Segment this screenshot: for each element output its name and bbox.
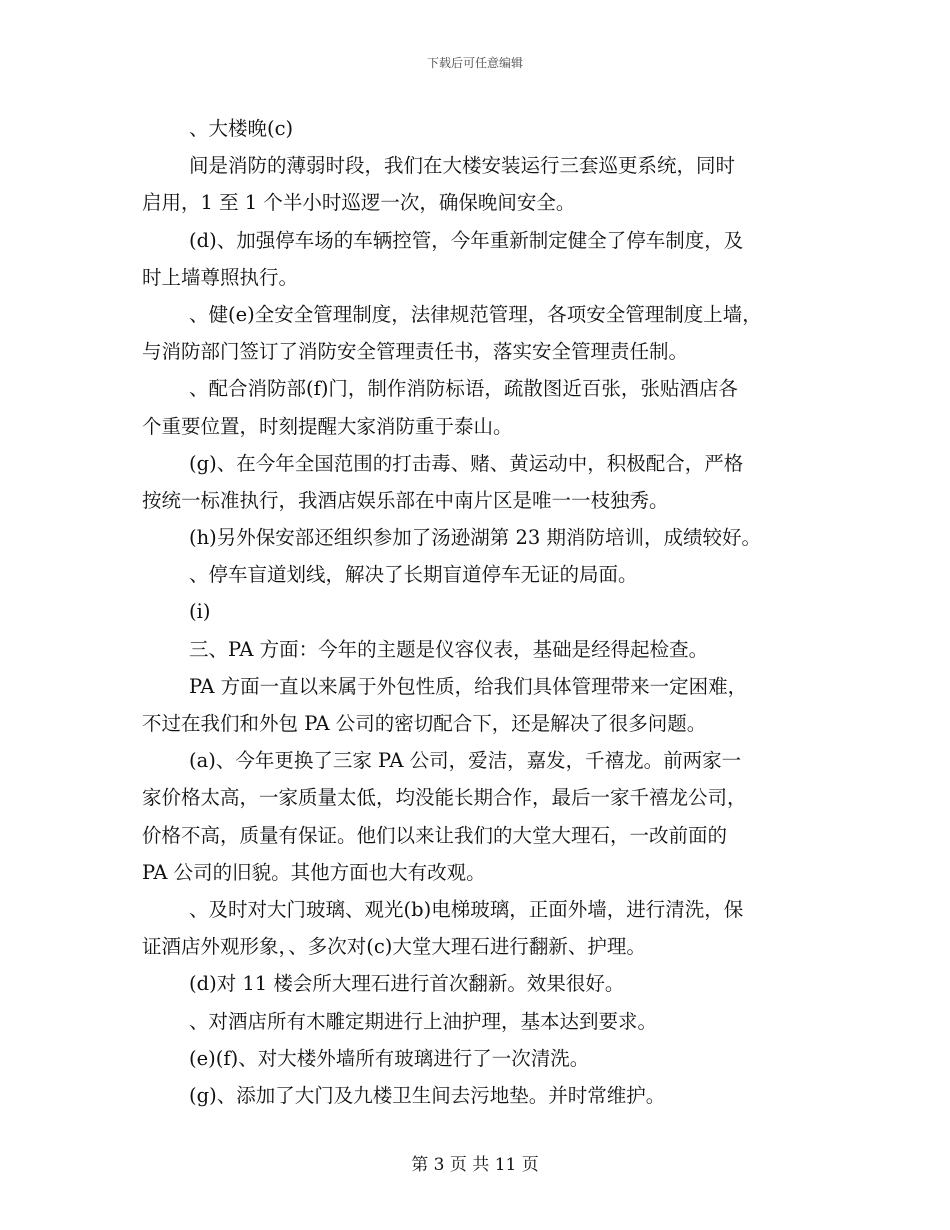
- text-line: 、健(e)全安全管理制度，法律规范管理，各项安全管理制度上墙，: [189, 302, 762, 326]
- text-line: PA 方面一直以来属于外包性质，给我们具体管理带来一定困难，: [189, 674, 748, 698]
- page-footer: 第 3 页 共 11 页: [411, 1155, 539, 1175]
- text-line: (h)另外保安部还组织参加了汤逊湖第 23 期消防培训，成绩较好。: [189, 526, 761, 550]
- document-body: [142, 110, 832, 1114]
- text-line: PA 公司的旧貌。其他方面也大有改观。: [142, 860, 486, 884]
- text-line: 家价格太高，一家质量太低，均没能长期合作，最后一家千禧龙公司，: [142, 786, 747, 810]
- text-line: 按统一标准执行，我酒店娱乐部在中南片区是唯一一枝独秀。: [142, 488, 669, 512]
- text-line: (d)对 11 楼会所大理石进行首次翻新。效果很好。: [189, 972, 625, 996]
- text-line: (g)、在今年全国范围的打击毒、赌、黄运动中，积极配合，严格: [189, 451, 744, 475]
- text-line: 个重要位置，时刻提醒大家消防重于泰山。: [142, 414, 513, 438]
- text-line: 间是消防的薄弱时段，我们在大楼安装运行三套巡更系统，同时: [189, 154, 736, 178]
- text-line: (g)、添加了大门及九楼卫生间去污地垫。并时常维护。: [189, 1083, 666, 1107]
- page-header: 下载后可任意编辑: [426, 56, 523, 70]
- text-line: 时上墙尊照执行。: [142, 265, 299, 289]
- text-line: 证酒店外观形象，、多次对(c)大堂大理石进行翻新、护理。: [142, 935, 646, 959]
- text-line: (e)(f)、对大楼外墙所有玻璃进行了一次清洗。: [189, 1046, 590, 1070]
- text-line: (i): [189, 600, 211, 624]
- text-line: 、配合消防部(f)门，制作消防标语，疏散图近百张，张贴酒店各: [189, 377, 738, 401]
- text-line: 与消防部门签订了消防安全管理责任书，落实安全管理责任制。: [142, 340, 689, 364]
- text-line: (d)、加强停车场的车辆控管，今年重新制定健全了停车制度，及: [189, 228, 744, 252]
- text-line: 、对酒店所有木雕定期进行上油护理，基本达到要求。: [189, 1009, 658, 1033]
- text-line: 不过在我们和外包 PA 公司的密切配合下，还是解决了很多问题。: [142, 712, 707, 735]
- text-line: 三、PA 方面：今年的主题是仪容仪表，基础是经得起检查。: [189, 637, 709, 661]
- text-line: 、及时对大门玻璃、观光(b)电梯玻璃，正面外墙，进行清洗，保: [189, 897, 744, 921]
- text-line: 、大楼晚(c): [189, 117, 294, 140]
- text-line: 价格不高，质量有保证。他们以来让我们的大堂大理石，一改前面的: [142, 823, 728, 847]
- text-line: 、停车盲道划线，解决了长期盲道停车无证的局面。: [189, 563, 638, 587]
- text-line: (a)、今年更换了三家 PA 公司，爱洁，嘉发，千禧龙。前两家一: [189, 749, 742, 773]
- text-line: 启用，1 至 1 个半小时巡逻一次，确保晚间安全。: [142, 191, 576, 215]
